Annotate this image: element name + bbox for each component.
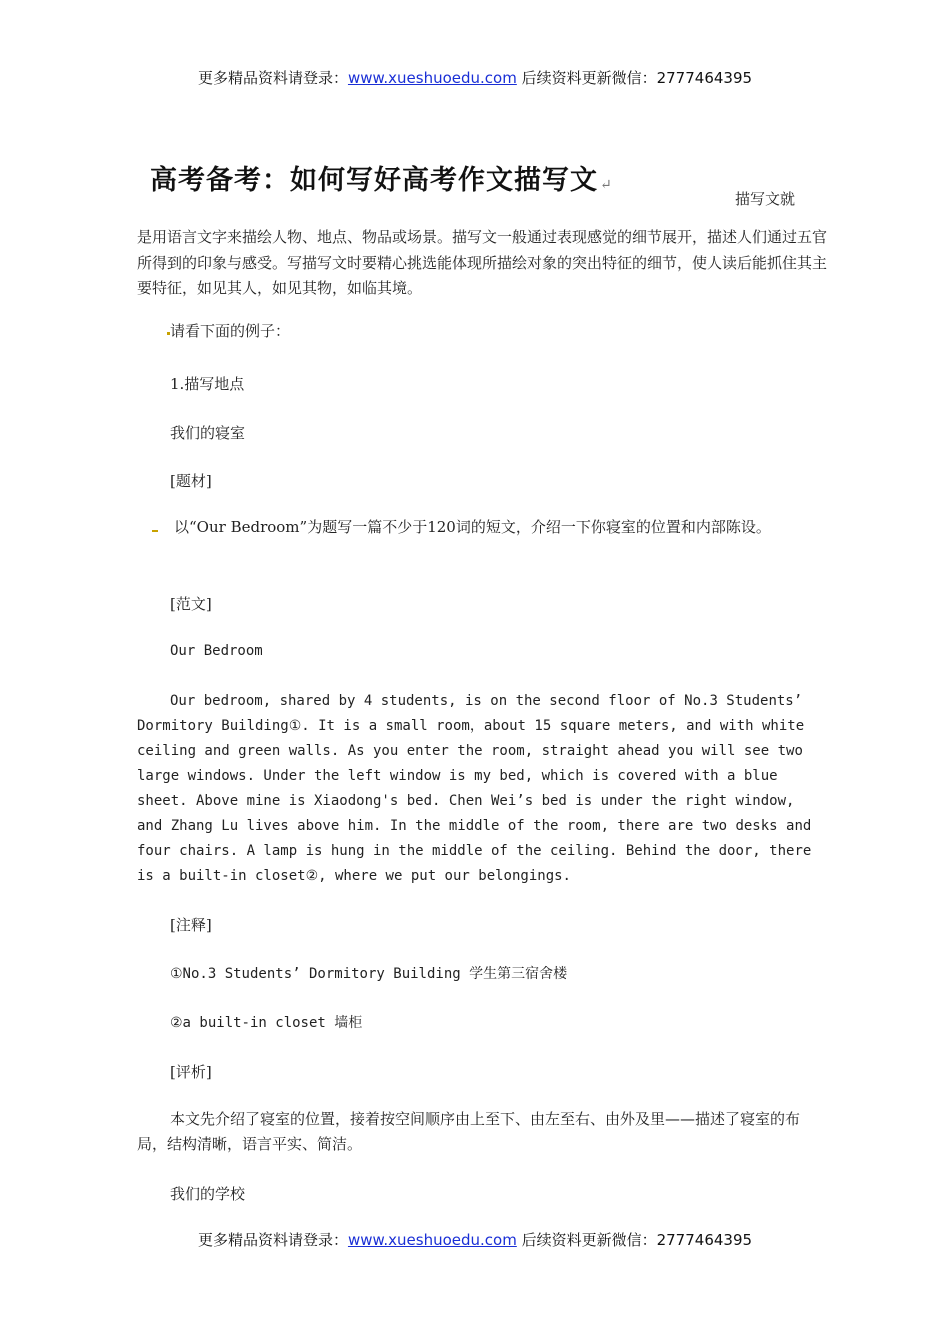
- material-text: 以“Our Bedroom”为题写一篇不少于120词的短文，介绍一下你寝室的位置和内部陈设。: [174, 518, 771, 536]
- topic-title-2: 我们的学校: [170, 1185, 246, 1203]
- dash-marker-icon: [152, 530, 158, 532]
- essay-title: Our Bedroom: [170, 643, 263, 659]
- title-tail: 描写文就: [735, 190, 796, 208]
- comment-paragraph: 本文先介绍了寝室的位置，接着按空间顺序由上至下、由左至右、由外及里——描述了寝室的布局，结构清晰，语言平实、简洁。: [137, 1110, 801, 1153]
- label-notes: [注释]: [170, 916, 212, 934]
- document-title: [150, 158, 613, 197]
- section-heading: 1.描写地点: [170, 375, 245, 393]
- topic-title: 我们的寝室: [170, 424, 246, 442]
- label-comment: [评析]: [170, 1063, 212, 1081]
- footer-note: [0, 1229, 950, 1250]
- intro-paragraph: 是用语言文字来描绘人物、地点、物品或场景。描写文一般通过表现感觉的细节展开，描述人们通过五官所得到的印象与感受。写描写文时要精心挑选能体现所描绘对象的突出特征的细节，使人读后能抓住其主要特征，如见其人，如见其物，如临其境。: [137, 228, 828, 297]
- example-intro: 请看下面的例子：: [170, 322, 291, 340]
- header-site-link[interactable]: www.xueshuoedu.com: [347, 69, 517, 87]
- footer-suffix: 后续资料更新微信：2777464395: [516, 1231, 753, 1249]
- label-material: [题材]: [170, 472, 212, 490]
- footer-prefix: 更多精品资料请登录：: [197, 1231, 348, 1249]
- title-text: 高考备考：如何写好高考作文描写文: [150, 165, 598, 196]
- footer-site-link[interactable]: www.xueshuoedu.com: [347, 1231, 517, 1249]
- note-1: ①No.3 Students’ Dormitory Building 学生第三宿舍楼: [170, 966, 568, 982]
- label-sample: [范文]: [170, 595, 212, 613]
- header-suffix: 后续资料更新微信：2777464395: [516, 69, 753, 87]
- header-prefix: 更多精品资料请登录：: [197, 69, 348, 87]
- note-2: ②a built-in closet 墙柜: [170, 1015, 363, 1031]
- return-mark-icon: ↵: [600, 177, 613, 193]
- header-note: [0, 67, 950, 88]
- essay-body: Our bedroom, shared by 4 students, is on the second floor of No.3 Students’ Dormitory Building①. It is a small room，about 15 square meters, and with white ceiling and green walls. As you enter the room, straight ahead you will see two large windows. Under the left window is my bed, which is covered with a blue sheet. Above mine is Xiaodong's bed. Chen Wei’s bed is under the right window, and Zhang Lu lives above him. In the middle of the room, there are two desks and four chairs. A lamp is hung in the middle of the ceiling. Behind the door, there is a built-in closet②, where we put our belongings.: [137, 693, 812, 884]
